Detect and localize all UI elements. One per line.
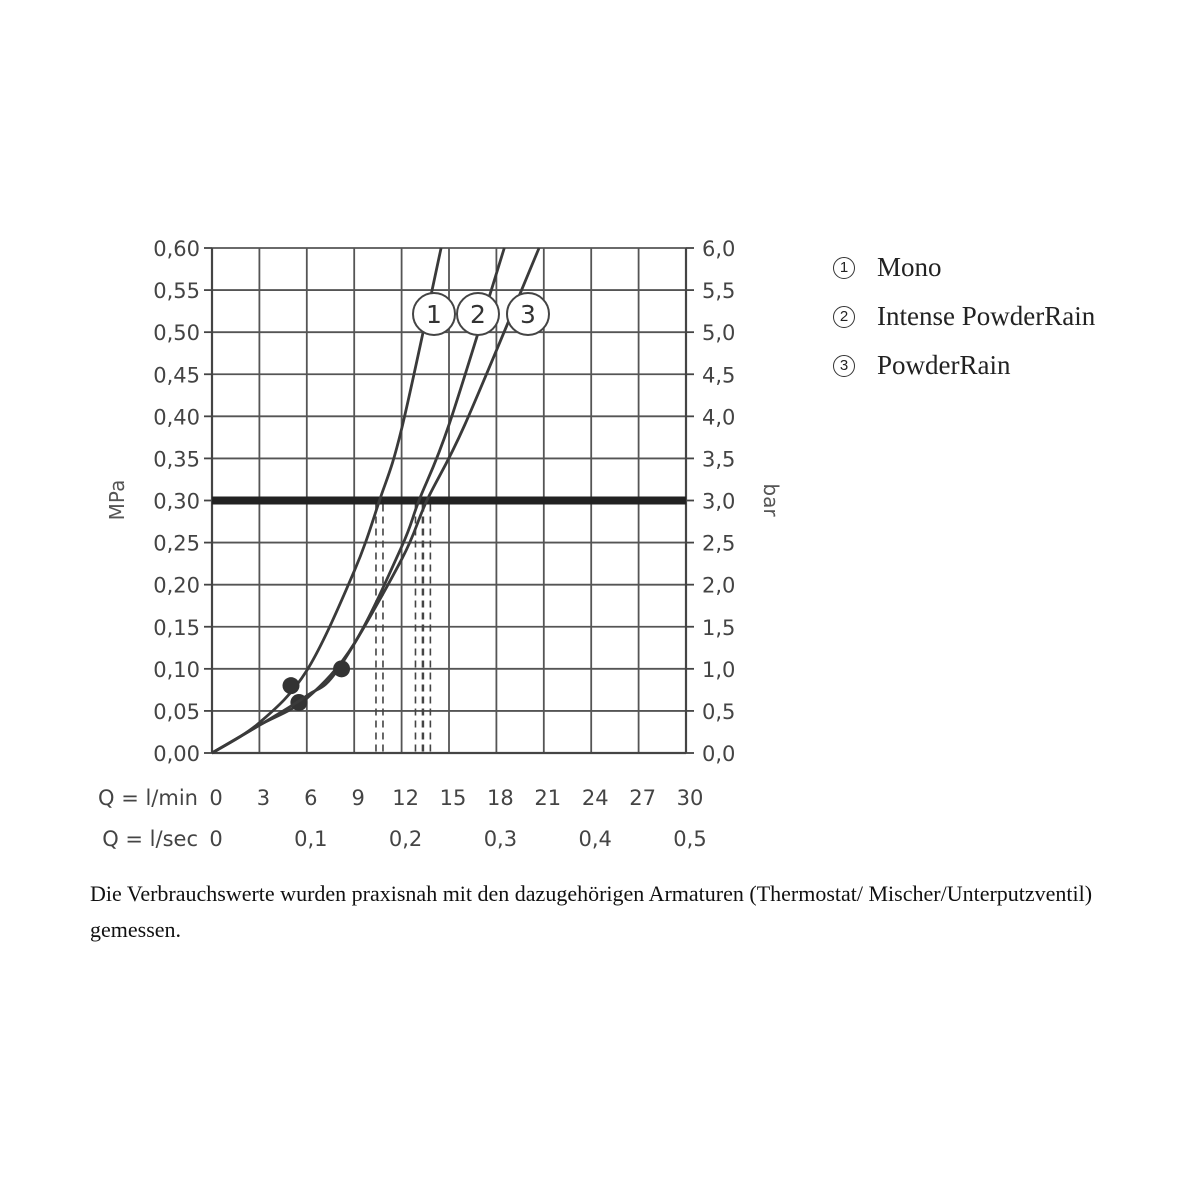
- x-axis-primary-tick-label: 9: [351, 786, 365, 810]
- y-axis-right-tick-label: 1,0: [702, 657, 736, 682]
- x-axis-primary-tick-label: 3: [256, 786, 271, 810]
- y-axis-left-tick-label: 0,55: [153, 279, 200, 304]
- y-axis-right-tick-label: 2,0: [702, 573, 736, 598]
- x-axis-secondary-tick-label: 0: [209, 827, 223, 851]
- y-axis-right-ticks: [686, 237, 735, 766]
- x-axis-secondary-tick-label: 0,4: [578, 827, 612, 851]
- x-axis-secondary-label: Q = l/sec: [102, 827, 198, 851]
- y-axis-right-tick-label: 1,5: [702, 615, 736, 640]
- x-axis-primary-tick-label: 27: [629, 786, 656, 810]
- legend-label-3: PowderRain: [877, 350, 1011, 380]
- x-axis-primary-tick-label: 30: [676, 786, 704, 810]
- x-axis-primary-tick-label: 12: [392, 786, 419, 810]
- legend-item-2: [833, 292, 1095, 341]
- series-markers: [413, 293, 549, 335]
- series-min-flow-point-1: [283, 677, 300, 694]
- legend-item-1: [833, 243, 1095, 292]
- x-axis-secondary-tick-label: 0,2: [388, 827, 423, 851]
- x-axis-secondary-tick-label: 0,1: [294, 827, 328, 851]
- x-axis-primary-tick-label: 18: [487, 786, 514, 810]
- x-axis-secondary-tick-label: 0,3: [483, 827, 518, 851]
- y-axis-right-tick-label: 3,5: [702, 447, 736, 472]
- y-axis-right-tick-label: 3,0: [702, 489, 736, 514]
- y-axis-right-tick-label: 5,0: [702, 321, 736, 346]
- y-axis-left-tick-label: 0,30: [153, 489, 200, 514]
- y-axis-right-tick-label: 4,0: [702, 405, 736, 430]
- x-axis-primary-tick-label: 24: [581, 786, 609, 810]
- series-marker-label-2: 2: [470, 300, 486, 329]
- legend-label-1: Mono: [877, 252, 942, 282]
- legend-marker-3: 3: [833, 355, 855, 377]
- y-axis-left-tick-label: 0,50: [153, 321, 200, 346]
- y-axis-left-tick-label: 0,05: [153, 699, 200, 724]
- y-axis-left-tick-label: 0,35: [153, 447, 200, 472]
- x-axis-primary-tick-label: 15: [439, 786, 467, 810]
- x-axis-ticks: [209, 786, 706, 851]
- legend-marker-2: 2: [833, 306, 855, 328]
- y-axis-left-tick-label: 0,10: [153, 657, 200, 682]
- series-marker-label-3: 3: [520, 300, 536, 329]
- y-axis-right-tick-label: 0,0: [702, 742, 736, 766]
- y-axis-left-tick-label: 0,40: [153, 405, 200, 430]
- measurement-note: Die Verbrauchswerte wurden praxisnah mit den dazugehörigen Armaturen (Thermostat/ Mischer/Unterputzventil) gemessen.: [90, 881, 1093, 942]
- y-axis-right-tick-label: 5,5: [702, 279, 736, 304]
- y-axis-left-tick-label: 0,25: [153, 531, 200, 556]
- y-axis-left-label: MPa: [105, 479, 129, 521]
- legend-marker-1: 1: [833, 257, 855, 279]
- y-axis-left-tick-label: 0,15: [153, 615, 200, 640]
- legend: [833, 243, 1095, 390]
- x-axis-primary-tick-label: 0: [209, 786, 223, 810]
- y-axis-left-tick-label: 0,00: [153, 742, 200, 766]
- legend-label-2: Intense PowderRain: [877, 301, 1096, 331]
- y-axis-right-tick-label: 0,5: [702, 699, 736, 724]
- y-axis-right-tick-label: 2,5: [702, 531, 736, 556]
- y-axis-left-tick-label: 0,45: [153, 363, 200, 388]
- x-axis-secondary-tick-label: 0,5: [673, 827, 707, 851]
- x-axis-primary-tick-label: 6: [304, 786, 318, 810]
- y-axis-left-tick-label: 0,20: [153, 573, 200, 598]
- series-min-flow-point-3: [333, 660, 350, 677]
- y-axis-left-tick-label: 0,60: [153, 237, 200, 261]
- x-axis-primary-tick-label: 21: [534, 786, 562, 810]
- y-axis-right-tick-label: 6,0: [702, 237, 736, 261]
- y-axis-right-label: bar: [759, 483, 783, 517]
- series-marker-label-1: 1: [426, 300, 442, 329]
- x-axis-primary-label: Q = l/min: [98, 786, 198, 810]
- legend-item-3: [833, 341, 1095, 390]
- y-axis-left-ticks: [153, 237, 212, 766]
- y-axis-right-tick-label: 4,5: [702, 363, 736, 388]
